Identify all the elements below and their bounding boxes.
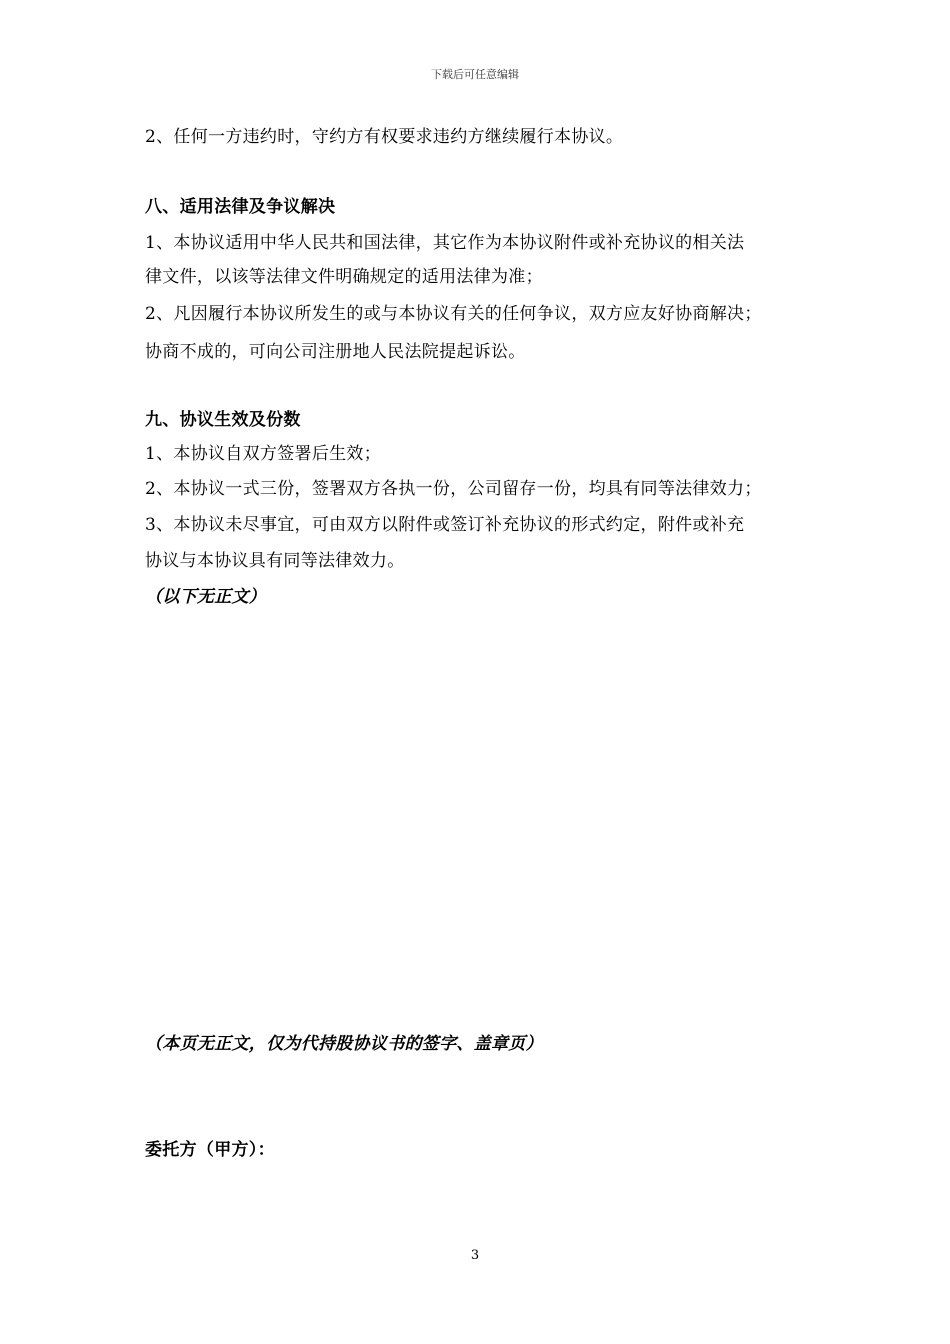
section8-item2-line1: 2、凡因履行本协议所发生的或与本协议有关的任何争议，双方应友好协商解决； — [145, 304, 762, 324]
signature-page-note: （本页无正文，仅为代持股协议书的签字、盖章页） — [145, 1034, 543, 1054]
section9-item3-line2: 协议与本协议具有同等法律效力。 — [145, 551, 405, 571]
section9-item1: 1、本协议自双方签署后生效； — [145, 444, 382, 464]
section8-item1-line2: 律文件，以该等法律文件明确规定的适用法律为准； — [145, 267, 543, 287]
section9-item3-line1: 3、本协议未尽事宜，可由双方以附件或签订补充协议的形式约定，附件或补充 — [145, 515, 745, 535]
section9-title: 九、协议生效及份数 — [145, 410, 301, 430]
section8-item1-line1: 1、本协议适用中华人民共和国法律，其它作为本协议附件或补充协议的相关法 — [145, 233, 745, 253]
section8-item2-line2: 协商不成的，可向公司注册地人民法院提起诉讼。 — [145, 342, 526, 362]
page-number: 3 — [470, 1248, 480, 1263]
no-text-below-note: （以下无正文） — [145, 587, 267, 607]
page-header: 下载后可任意编辑 — [431, 68, 519, 81]
section7-item2: 2、任何一方违约时，守约方有权要求违约方继续履行本协议。 — [145, 127, 624, 147]
section8-title: 八、适用法律及争议解决 — [145, 197, 336, 217]
section9-item2: 2、本协议一式三份，签署双方各执一份，公司留存一份，均具有同等法律效力； — [145, 479, 762, 499]
principal-label: 委托方（甲方）： — [145, 1140, 275, 1160]
